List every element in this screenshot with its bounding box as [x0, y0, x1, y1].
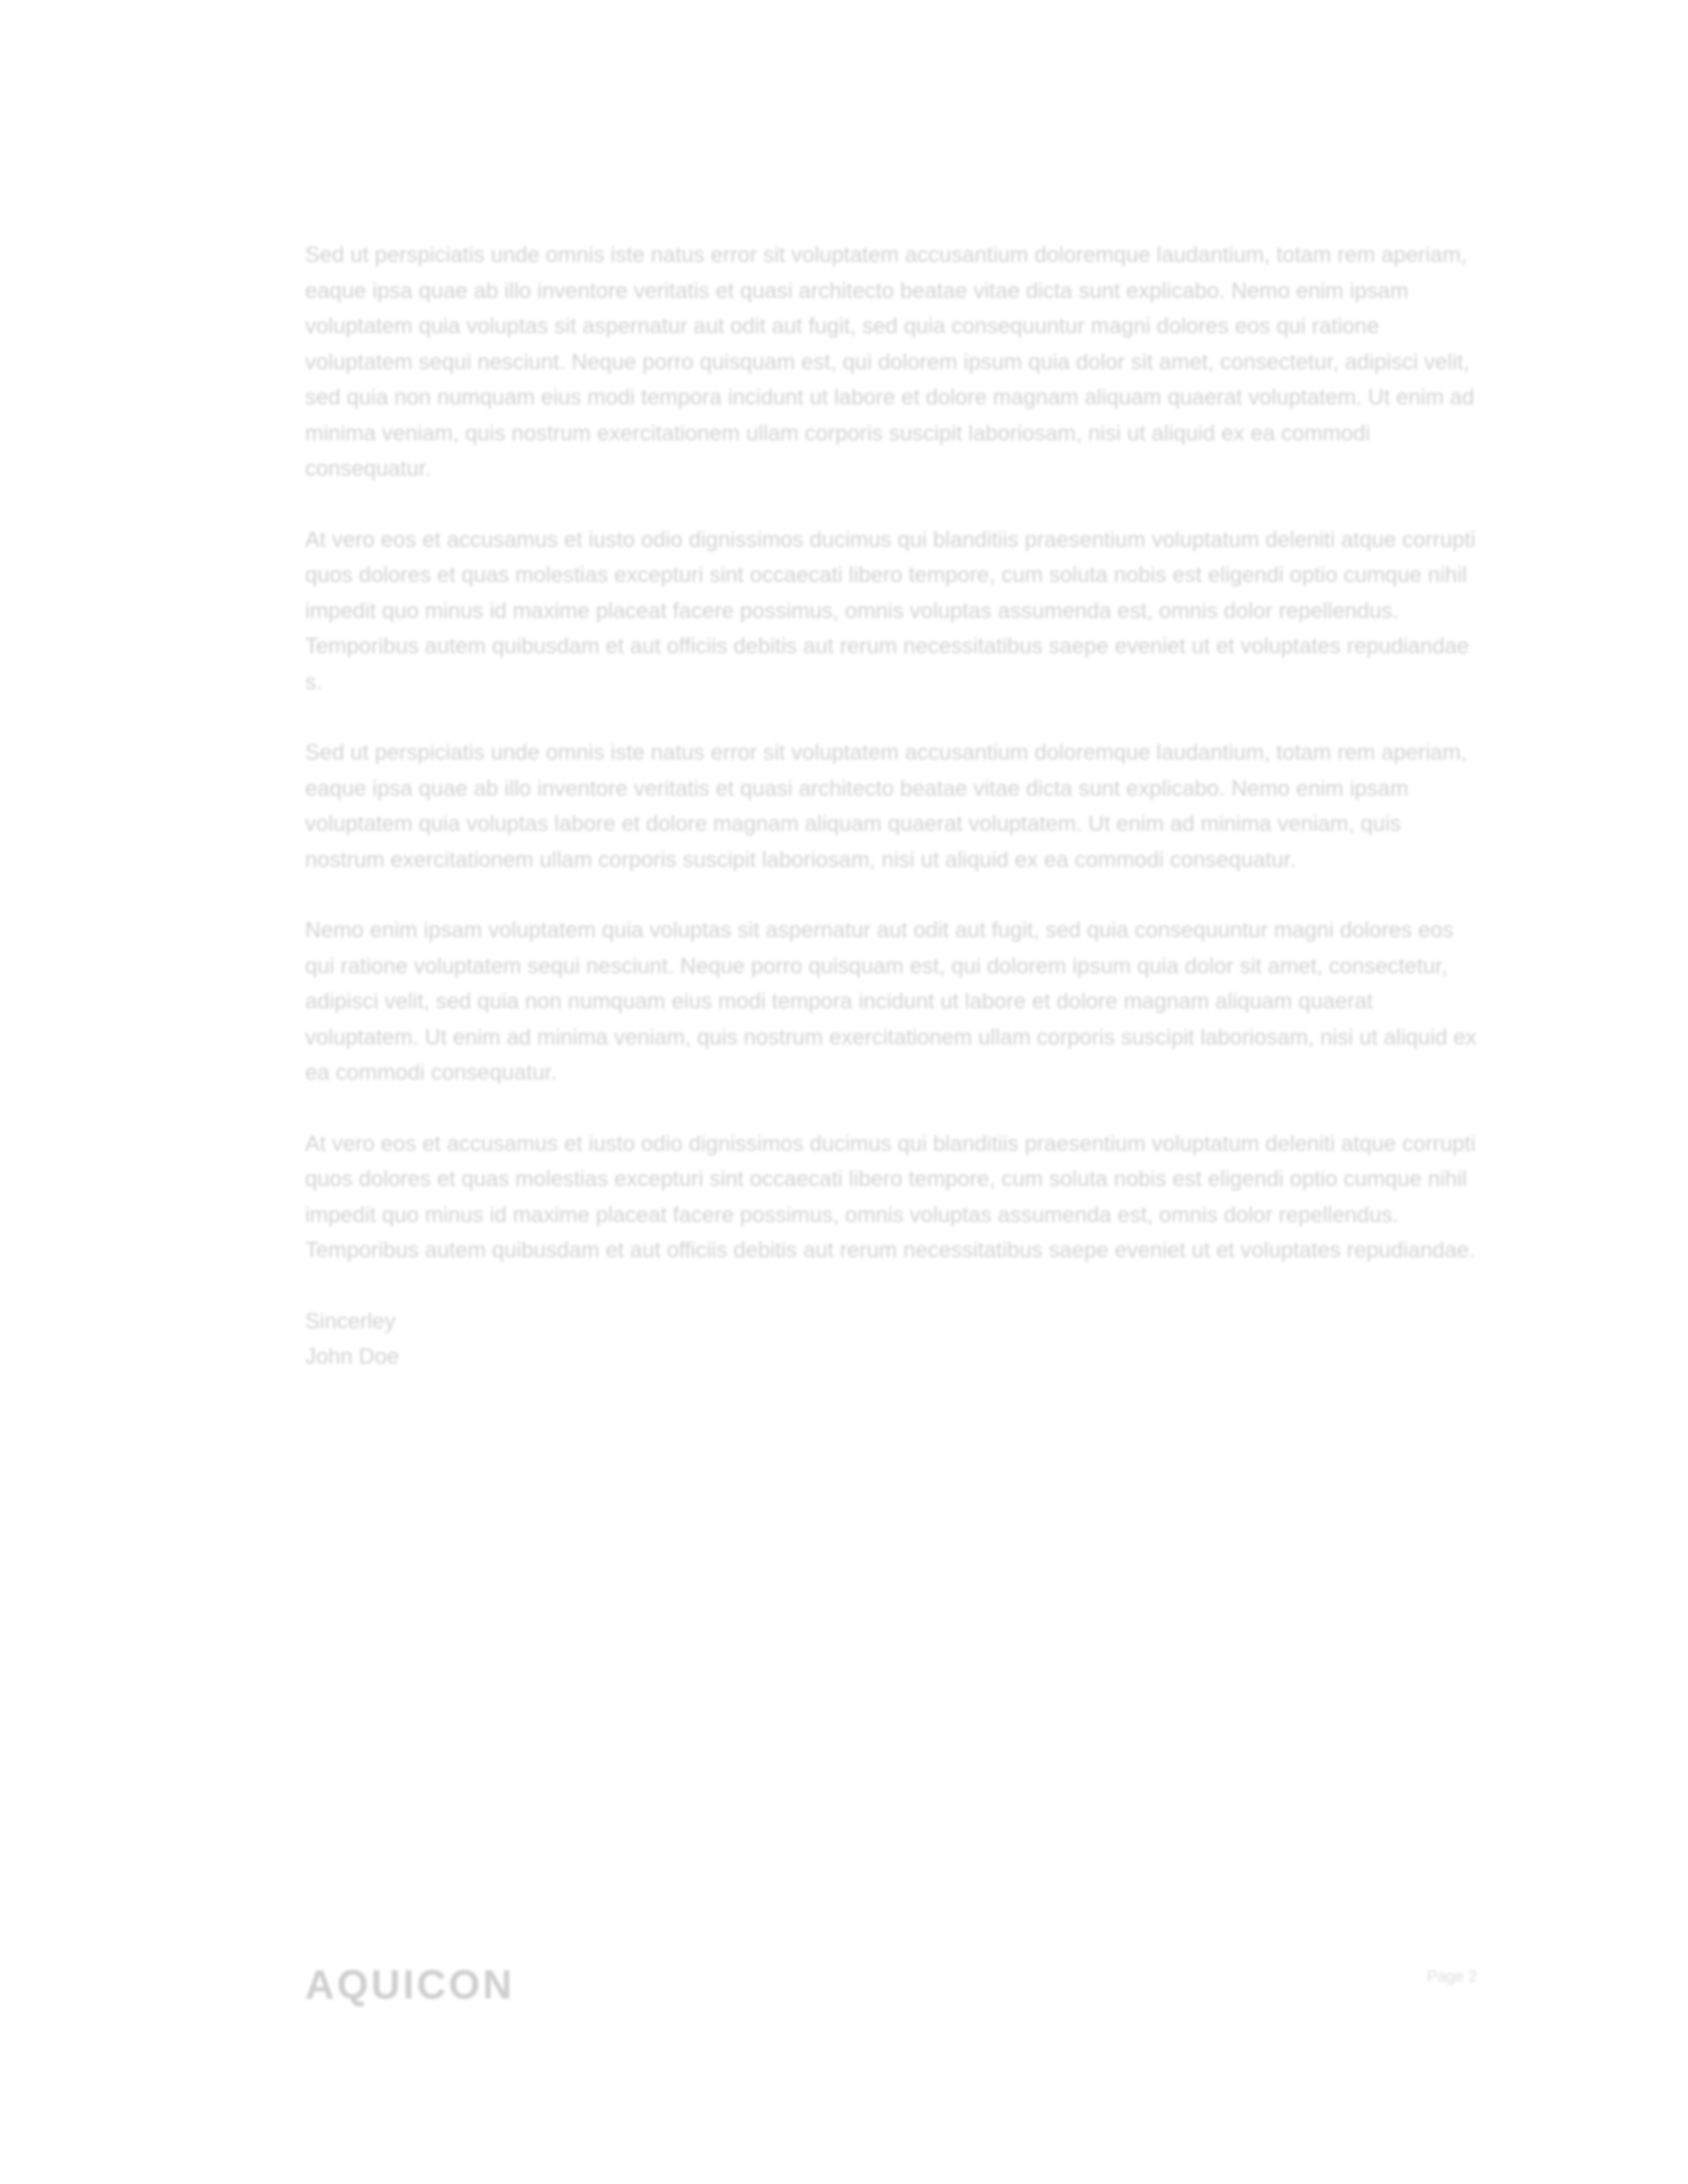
paragraph-3: Sed ut perspiciatis unde omnis iste natus error sit voluptatem accusantium doloremque laudantium, totam rem aperiam, eaque ipsa quae ab illo inventore veritatis et quasi architecto beatae vitae dicta sunt explicabo. Nemo enim ipsam voluptatem quia voluptas labore et dolore magnam aliquam quaerat voluptatem. Ut enim ad minima veniam, quis nostrum exercitationem ullam corporis suscipit laboriosam, nisi ut aliquid ex ea commodi consequatur. — [305, 740, 1467, 872]
letter-closing — [305, 1304, 1483, 1375]
page-number: Page 2 — [1426, 1968, 1477, 1985]
paragraph-5: At vero eos et accusamus et iusto odio dignissimos ducimus qui blanditiis praesentium voluptatum deleniti atque corrupti quos dolores et quas molestias excepturi sint occaecati libero tempore, cum soluta nobis est eligendi optio cumque nihil impedit quo minus id maxime placeat facere possimus, omnis voluptas assumenda est, omnis dolor repellendus. Temporibus autem quibusdam et aut officiis debitis aut rerum necessitatibus saepe eveniet ut et voluptates repudiandae. — [305, 1131, 1476, 1263]
paragraph-2: At vero eos et accusamus et iusto odio dignissimos ducimus qui blanditiis praesentium voluptatum deleniti atque corrupti quos dolores et quas molestias excepturi sint occaecati libero tempore, cum soluta nobis est eligendi optio cumque nihil impedit quo minus id maxime placeat facere possimus, omnis voluptas assumenda est, omnis dolor repellendus. Temporibus autem quibusdam et aut officiis debitis aut rerum necessitatibus saepe eveniet ut et voluptates repudiandae s. — [305, 527, 1476, 695]
paragraph-4: Nemo enim ipsam voluptatem quia voluptas sit aspernatur aut odit aut fugit, sed quia consequuntur magni dolores eos qui ratione voluptatem sequi nesciunt. Neque porro quisquam est, qui dolorem ipsum quia dolor sit amet, consectetur, adipisci velit, sed quia non numquam eius modi tempora incidunt ut labore et dolore magnam aliquam quaerat voluptatem. Ut enim ad minima veniam, quis nostrum exercitationem ullam corporis suscipit laboriosam, nisi ut aliquid ex ea commodi consequatur. — [305, 918, 1477, 1085]
signature-name: John Doe — [305, 1344, 400, 1369]
company-logo: AQUICON — [305, 1962, 515, 2007]
letter-body — [305, 237, 1483, 1375]
closing-salutation: Sincerley — [305, 1308, 396, 1334]
paragraph-1: Sed ut perspiciatis unde omnis iste natus error sit voluptatem accusantium doloremque laudantium, totam rem aperiam, eaque ipsa quae ab illo inventore veritatis et quasi architecto beatae vitae dicta sunt explicabo. Nemo enim ipsam voluptatem quia voluptas sit aspernatur aut odit aut fugit, sed quia consequuntur magni dolores eos qui ratione voluptatem sequi nesciunt. Neque porro quisquam est, qui dolorem ipsum quia dolor sit amet, consectetur, adipisci velit, sed quia non numquam eius modi tempora incidunt ut labore et dolore magnam aliquam quaerat voluptatem. Ut enim ad minima veniam, quis nostrum exercitationem ullam corporis suscipit laboriosam, nisi ut aliquid ex ea commodi consequatur. — [305, 243, 1474, 481]
